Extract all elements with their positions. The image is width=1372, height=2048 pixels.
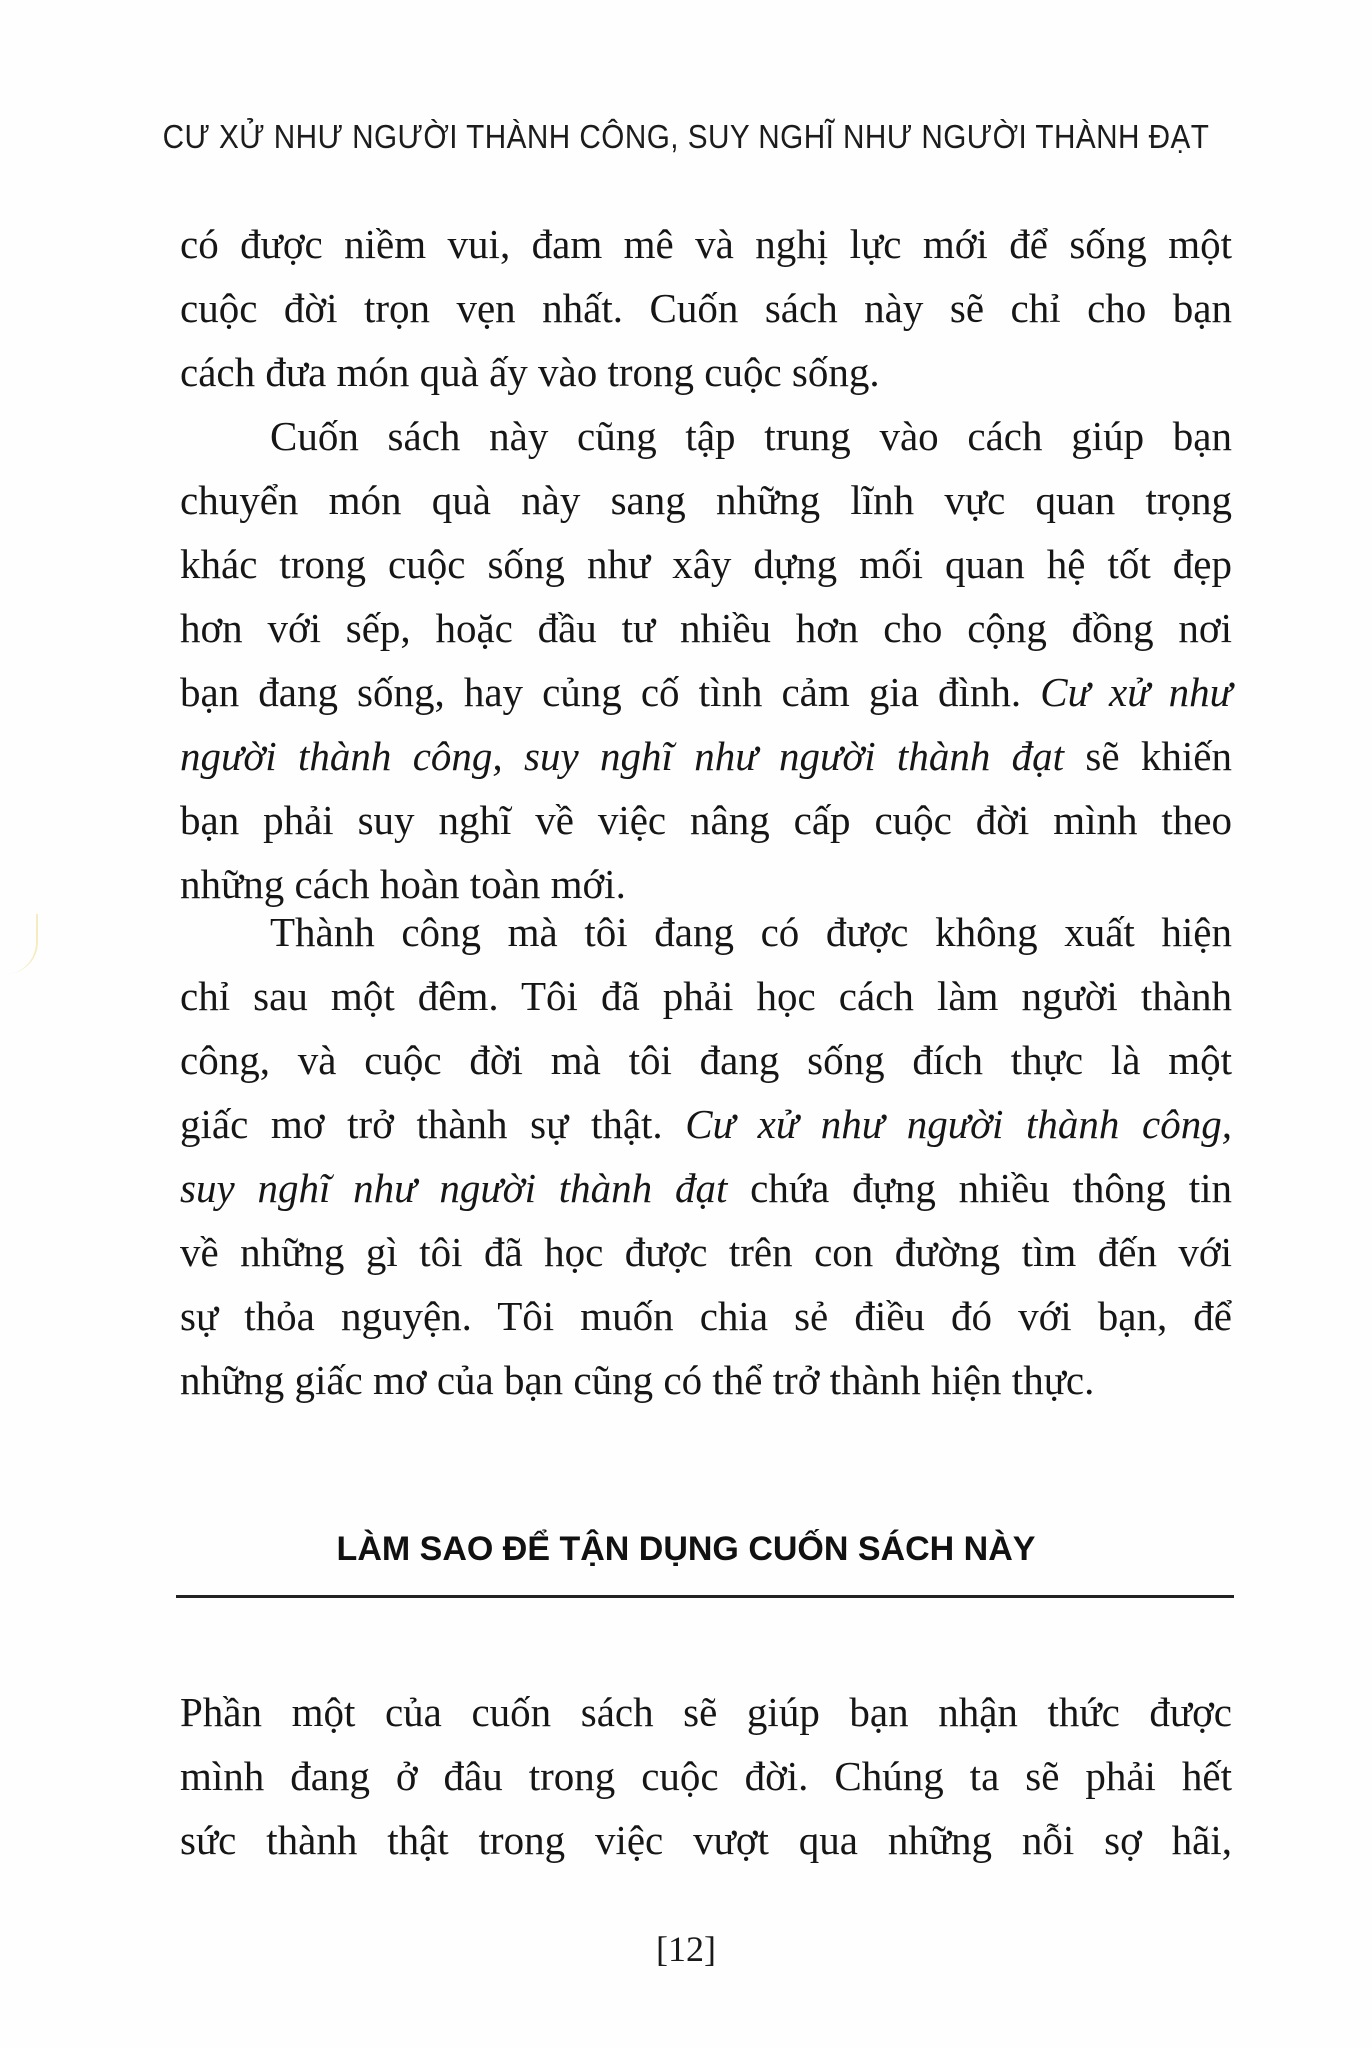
text-line-mixed (180, 724, 1232, 788)
text-line: Thành công mà tôi đang có được không xuất hiện (270, 909, 1232, 955)
paragraph-2 (180, 404, 1232, 916)
heading-divider (176, 1595, 1234, 1598)
text-run: sẽ khiến (1085, 733, 1233, 779)
text-line: công, và cuộc đời mà tôi đang sống đích thực là một (180, 1037, 1232, 1083)
paragraph-3 (180, 900, 1232, 1412)
text-run: giấc mơ trở thành sự thật. (180, 1101, 663, 1147)
book-title-italic: Cư xử như (1040, 669, 1232, 715)
running-head: CƯ XỬ NHƯ NGƯỜI THÀNH CÔNG, SUY NGHĨ NHƯ NGƯỜI THÀNH ĐẠT (162, 118, 1210, 155)
book-title-italic: Cư xử như người thành công, (685, 1101, 1232, 1147)
book-title-italic: người thành công, suy nghĩ như người thành đạt (180, 733, 1065, 779)
text-line-mixed (180, 660, 1232, 724)
text-line: sức thành thật trong việc vượt qua những nỗi sợ hãi, (180, 1817, 1232, 1863)
text-line: sự thỏa nguyện. Tôi muốn chia sẻ điều đó với bạn, để (180, 1293, 1232, 1339)
text-line-mixed (180, 1092, 1232, 1156)
text-line: những giấc mơ của bạn cũng có thể trở thành hiện thực. (180, 1357, 1095, 1403)
section-paragraph (180, 1680, 1232, 1872)
text-line: chuyển món quà này sang những lĩnh vực quan trọng (180, 477, 1232, 523)
text-line-mixed (180, 1156, 1232, 1220)
text-line: bạn phải suy nghĩ về việc nâng cấp cuộc đời mình theo (180, 797, 1232, 843)
text-line: chỉ sau một đêm. Tôi đã phải học cách làm người thành (180, 973, 1232, 1019)
text-line: cách đưa món quà ấy vào trong cuộc sống. (180, 349, 880, 395)
text-run: chứa đựng nhiều thông tin (750, 1165, 1232, 1211)
text-line: Cuốn sách này cũng tập trung vào cách giúp bạn (270, 413, 1232, 459)
text-line: về những gì tôi đã học được trên con đường tìm đến với (180, 1229, 1232, 1275)
text-line: Phần một của cuốn sách sẽ giúp bạn nhận thức được (180, 1689, 1232, 1735)
text-line: có được niềm vui, đam mê và nghị lực mới để sống một (180, 221, 1232, 267)
text-line: cuộc đời trọn vẹn nhất. Cuốn sách này sẽ chỉ cho bạn (180, 285, 1232, 331)
margin-smudge (6, 914, 38, 974)
book-title-italic: suy nghĩ như người thành đạt (180, 1165, 728, 1211)
text-line: những cách hoàn toàn mới. (180, 861, 626, 907)
text-line: hơn với sếp, hoặc đầu tư nhiều hơn cho cộng đồng nơi (180, 605, 1232, 651)
page-number: [12] (656, 1929, 716, 1969)
text-run: bạn đang sống, hay củng cố tình cảm gia đình. (180, 669, 1022, 715)
section-heading: LÀM SAO ĐỂ TẬN DỤNG CUỐN SÁCH NÀY (336, 1530, 1036, 1568)
text-line: khác trong cuộc sống như xây dựng mối quan hệ tốt đẹp (180, 541, 1232, 587)
paragraph-1 (180, 212, 1232, 404)
text-line: mình đang ở đâu trong cuộc đời. Chúng ta sẽ phải hết (180, 1753, 1232, 1799)
